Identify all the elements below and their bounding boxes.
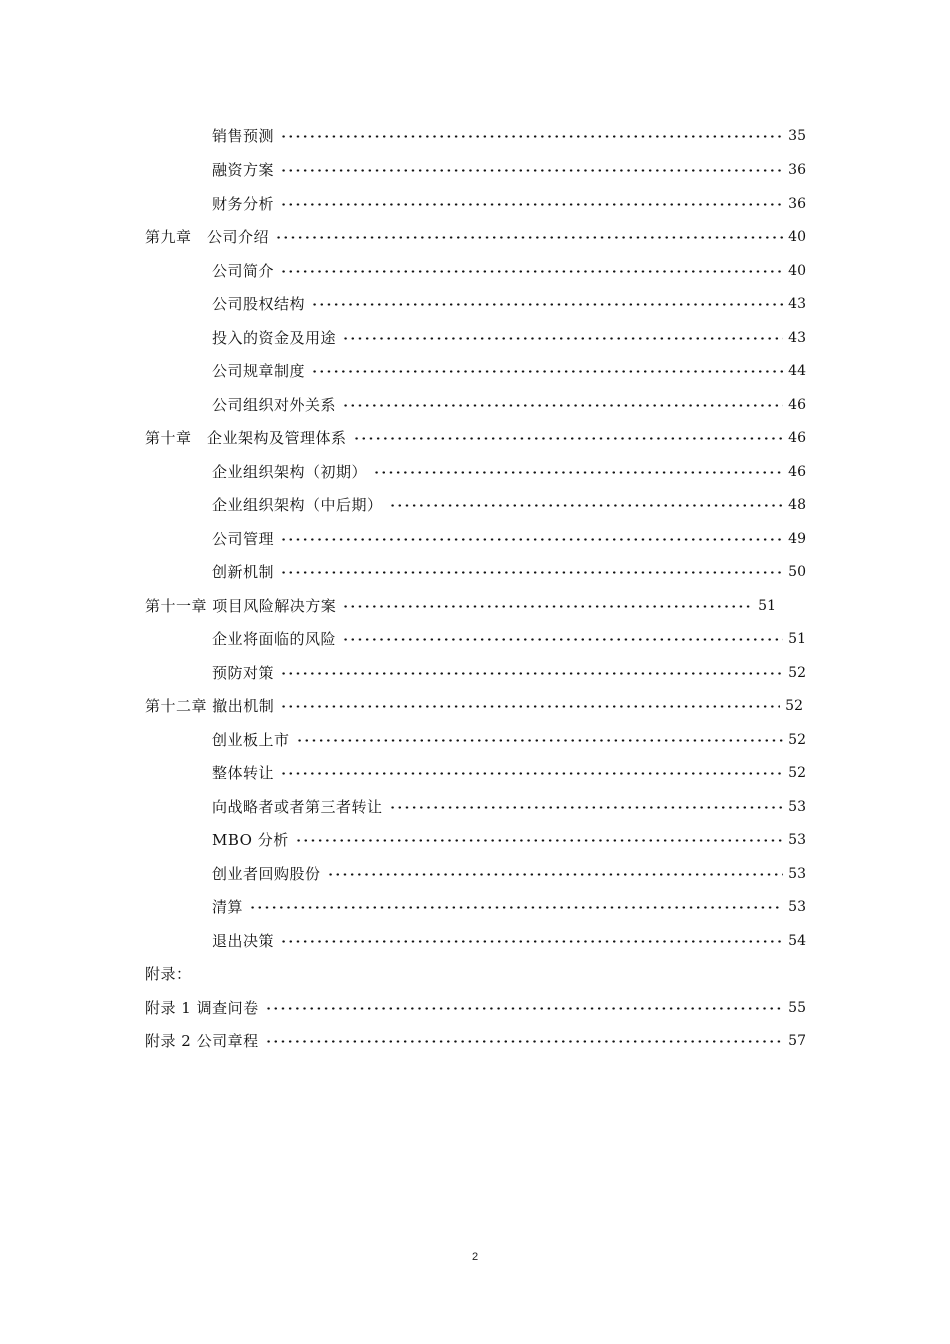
toc-entry-page: 53 <box>788 799 806 815</box>
toc-entry-label: 公司简介 <box>212 262 275 280</box>
toc-entry-label: 公司组织对外关系 <box>212 396 337 414</box>
toc-leader-dots <box>342 594 753 618</box>
toc-entry-page: 53 <box>788 866 806 882</box>
toc-entry[interactable] <box>212 929 806 953</box>
toc-entry-label: MBO 分析 <box>212 831 289 849</box>
toc-entry[interactable] <box>212 259 806 283</box>
toc-entry[interactable] <box>212 627 806 651</box>
toc-entry-page: 53 <box>788 832 806 848</box>
toc-entry-label: 附录 1 调查问卷 <box>145 999 259 1017</box>
toc-entry-page: 49 <box>788 531 806 547</box>
toc-entry-page: 52 <box>788 732 806 748</box>
toc-entry-page: 43 <box>788 330 806 346</box>
toc-entry-label: 公司管理 <box>212 530 275 548</box>
toc-entry-page: 40 <box>788 229 806 245</box>
toc-leader-dots <box>280 694 780 718</box>
toc-entry-page: 50 <box>788 564 806 580</box>
toc-leader-dots <box>373 460 783 484</box>
toc-entry-label: 第十章 企业架构及管理体系 <box>145 429 347 447</box>
toc-entry[interactable] <box>212 795 806 819</box>
toc-entry-label: 向战略者或者第三者转让 <box>212 798 383 816</box>
toc-entry-page: 35 <box>788 128 806 144</box>
toc-entry-page: 46 <box>788 430 806 446</box>
toc-entry-label: 第九章 公司介绍 <box>145 228 270 246</box>
toc-chapter-entry[interactable] <box>145 694 803 718</box>
toc-leader-dots <box>311 292 783 316</box>
toc-appendix-heading <box>145 962 345 986</box>
toc-leader-dots <box>342 393 783 417</box>
toc-entry-page: 46 <box>788 464 806 480</box>
toc-entry[interactable] <box>212 828 806 852</box>
toc-entry-page: 57 <box>788 1033 806 1049</box>
toc-entry-page: 52 <box>788 665 806 681</box>
toc-entry-page: 51 <box>788 631 806 647</box>
toc-entry[interactable] <box>212 359 806 383</box>
toc-entry[interactable] <box>212 393 806 417</box>
toc-leader-dots <box>280 259 783 283</box>
toc-entry-page: 40 <box>788 263 806 279</box>
toc-entry[interactable] <box>212 527 806 551</box>
toc-entry-page: 36 <box>788 196 806 212</box>
toc-chapter-entry[interactable] <box>145 426 806 450</box>
toc-entry-page: 48 <box>788 497 806 513</box>
toc-entry-page: 44 <box>788 363 806 379</box>
toc-entry-page: 51 <box>758 598 776 614</box>
toc-entry[interactable] <box>212 460 806 484</box>
toc-entry-page: 52 <box>788 765 806 781</box>
toc-entry[interactable] <box>212 862 806 886</box>
toc-entry-label: 第十二章 撤出机制 <box>145 697 275 715</box>
toc-entry-label: 融资方案 <box>212 161 275 179</box>
toc-leader-dots <box>296 728 784 752</box>
toc-entry[interactable] <box>212 326 806 350</box>
toc-entry-label: 创新机制 <box>212 563 275 581</box>
toc-entry-label: 整体转让 <box>212 764 275 782</box>
toc-entry[interactable] <box>212 560 806 584</box>
toc-leader-dots <box>280 158 783 182</box>
toc-entry-label: 附录： <box>145 965 192 983</box>
toc-leader-dots <box>265 996 784 1020</box>
toc-entry[interactable] <box>212 158 806 182</box>
toc-entry[interactable] <box>212 124 806 148</box>
toc-leader-dots <box>353 426 784 450</box>
toc-entry[interactable] <box>212 728 806 752</box>
toc-leader-dots <box>280 661 783 685</box>
toc-leader-dots <box>280 192 783 216</box>
toc-appendix-entry[interactable] <box>145 1029 806 1053</box>
toc-chapter-entry[interactable] <box>145 594 776 618</box>
toc-entry-label: 投入的资金及用途 <box>212 329 337 347</box>
toc-entry-label: 第十一章 项目风险解决方案 <box>145 597 337 615</box>
toc-leader-dots <box>295 828 783 852</box>
toc-entry[interactable] <box>212 761 806 785</box>
toc-entry-label: 公司股权结构 <box>212 295 306 313</box>
toc-entry-label: 退出决策 <box>212 932 275 950</box>
toc-entry-label: 预防对策 <box>212 664 275 682</box>
toc-leader-dots <box>311 359 783 383</box>
toc-entry[interactable] <box>212 292 806 316</box>
page-number: 2 <box>471 1251 479 1263</box>
toc-leader-dots <box>389 493 784 517</box>
toc-entry[interactable] <box>212 661 806 685</box>
toc-entry-label: 企业组织架构（初期） <box>212 463 368 481</box>
toc-leader-dots <box>327 862 784 886</box>
toc-leader-dots <box>249 895 783 919</box>
toc-entry-label: 公司规章制度 <box>212 362 306 380</box>
toc-entry[interactable] <box>212 192 806 216</box>
toc-chapter-entry[interactable] <box>145 225 806 249</box>
toc-leader-dots <box>280 124 783 148</box>
toc-entry-label: 企业将面临的风险 <box>212 630 337 648</box>
toc-leader-dots <box>275 225 783 249</box>
toc-entry-label: 附录 2 公司章程 <box>145 1032 259 1050</box>
toc-entry-page: 46 <box>788 397 806 413</box>
toc-entry-label: 清算 <box>212 898 244 916</box>
toc-leader-dots <box>265 1029 784 1053</box>
toc-entry-page: 54 <box>788 933 806 949</box>
toc-entry-label: 创业板上市 <box>212 731 290 749</box>
toc-leader-dots <box>280 929 783 953</box>
toc-entry-page: 43 <box>788 296 806 312</box>
toc-leader-dots <box>342 627 783 651</box>
toc-entry-label: 财务分析 <box>212 195 275 213</box>
toc-entry-label: 销售预测 <box>212 127 275 145</box>
toc-entry-page: 52 <box>785 698 803 714</box>
toc-leader-dots <box>280 761 783 785</box>
toc-entry-page: 55 <box>788 1000 806 1016</box>
toc-entry[interactable] <box>212 895 806 919</box>
toc-appendix-entry[interactable] <box>145 996 806 1020</box>
toc-entry-label: 企业组织架构（中后期） <box>212 496 383 514</box>
toc-leader-dots <box>280 527 783 551</box>
toc-leader-dots <box>389 795 784 819</box>
toc-entry-page: 53 <box>788 899 806 915</box>
toc-entry[interactable] <box>212 493 806 517</box>
toc-entry-label: 创业者回购股份 <box>212 865 321 883</box>
toc-leader-dots <box>280 560 783 584</box>
toc-entry-page: 36 <box>788 162 806 178</box>
toc-leader-dots <box>342 326 783 350</box>
